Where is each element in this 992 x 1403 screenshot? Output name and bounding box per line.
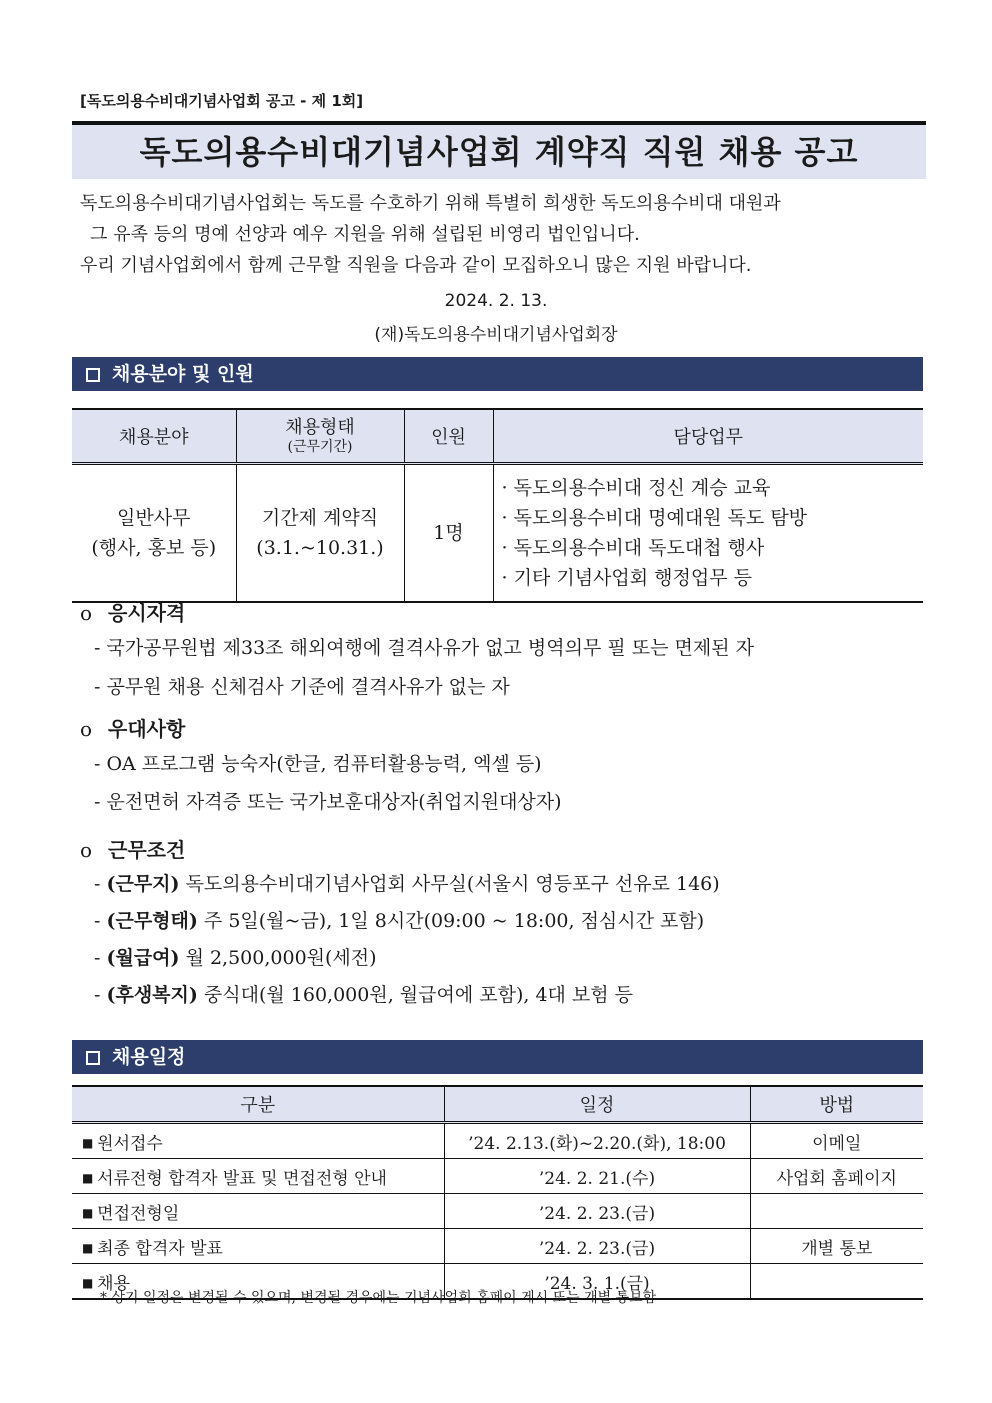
qualifications-heading: o 응시자격 bbox=[80, 601, 186, 625]
section-title: 채용일정 bbox=[112, 1046, 186, 1068]
cell-field: 일반사무 (행사, 홍보 등) bbox=[72, 464, 236, 603]
table-row bbox=[72, 464, 923, 603]
section-header-schedule bbox=[72, 1040, 923, 1074]
cell-stage: ■ 최종 합격자 발표 bbox=[72, 1229, 444, 1264]
cell-date: ’24. 2.13.(화)~2.20.(화), 18:00 bbox=[444, 1123, 750, 1159]
positions-table bbox=[72, 408, 923, 603]
cell-method: 개별 통보 bbox=[750, 1229, 923, 1264]
qualifications-block bbox=[80, 597, 930, 707]
col-header-count: 인원 bbox=[404, 409, 493, 464]
list-item: - (근무형태) 주 5일(월~금), 1일 8시간(09:00 ~ 18:00, 점심시간 포함) bbox=[80, 903, 930, 940]
cell-stage: ■ 면접전형일 bbox=[72, 1194, 444, 1229]
intro-paragraph bbox=[80, 188, 930, 281]
schedule-table bbox=[72, 1085, 923, 1300]
cell-method bbox=[750, 1264, 923, 1300]
table-row bbox=[72, 1194, 923, 1229]
duty-item: · 독도의용수비대 독도대첩 행사 bbox=[502, 533, 923, 563]
schedule-footnote: * 상기 일정은 변경될 수 있으며, 변경될 경우에는 기념사업회 홈페이 게시 또는 개별 통보함 bbox=[100, 1290, 657, 1306]
preferences-heading: o 우대사항 bbox=[80, 717, 186, 741]
col-header-field: 채용분야 bbox=[72, 409, 236, 464]
conditions-block bbox=[80, 834, 930, 1014]
table-header-row bbox=[72, 1086, 923, 1123]
cell-duties bbox=[493, 464, 923, 603]
col-header-method: 방법 bbox=[750, 1086, 923, 1123]
list-item: - (후생복지) 중식대(월 160,000원, 월급여에 포함), 4대 보험 등 bbox=[80, 977, 930, 1014]
conditions-heading: o 근무조건 bbox=[80, 838, 186, 862]
issuer-name: (재)독도의용수비대기념사업회장 bbox=[374, 325, 618, 345]
cell-stage: ■ 원서접수 bbox=[72, 1123, 444, 1159]
checkbox-square-icon bbox=[86, 368, 100, 382]
list-item: - OA 프로그램 능숙자(한글, 컴퓨터활용능력, 엑셀 등) bbox=[80, 745, 930, 783]
title-banner bbox=[72, 121, 926, 179]
list-item: - (월급여) 월 2,500,000원(세전) bbox=[80, 940, 930, 977]
table-row bbox=[72, 1159, 923, 1194]
cell-method: 사업회 홈페이지 bbox=[750, 1159, 923, 1194]
intro-line-2: 그 유족 등의 명예 선양과 예우 지원을 위해 설립된 비영리 법인입니다. bbox=[90, 224, 640, 245]
table-row bbox=[72, 1229, 923, 1264]
duty-item: · 기타 기념사업회 행정업무 등 bbox=[502, 563, 923, 593]
list-item: - 국가공무원법 제33조 해외여행에 결격사유가 없고 병역의무 필 또는 면제된 자 bbox=[80, 629, 930, 668]
cell-count: 1명 bbox=[404, 464, 493, 603]
cell-method: 이메일 bbox=[750, 1123, 923, 1159]
table-header-row bbox=[72, 409, 923, 464]
checkbox-square-icon bbox=[86, 1051, 100, 1065]
list-item: - (근무지) 독도의용수비대기념사업회 사무실(서울시 영등포구 선유로 146) bbox=[80, 866, 930, 903]
list-item: - 운전면허 자격증 또는 국가보훈대상자(취업지원대상자) bbox=[80, 783, 930, 821]
duty-item: · 독도의용수비대 정신 계승 교육 bbox=[502, 473, 923, 503]
cell-date: ’24. 2. 23.(금) bbox=[444, 1229, 750, 1264]
section-title: 채용분야 및 인원 bbox=[112, 363, 254, 385]
col-header-duty: 담당업무 bbox=[493, 409, 923, 464]
col-header-date: 일정 bbox=[444, 1086, 750, 1123]
table-row bbox=[72, 1123, 923, 1159]
cell-stage: ■ 서류전형 합격자 발표 및 면접전형 안내 bbox=[72, 1159, 444, 1194]
cell-date: ’24. 3. 1.(금) bbox=[444, 1264, 750, 1300]
preferences-block bbox=[80, 713, 930, 821]
list-item: - 공무원 채용 신체검사 기준에 결격사유가 없는 자 bbox=[80, 668, 930, 707]
col-header-stage: 구분 bbox=[72, 1086, 444, 1123]
notice-date: 2024. 2. 13. bbox=[444, 291, 548, 311]
section-header-positions bbox=[72, 357, 923, 391]
cell-date: ’24. 2. 23.(금) bbox=[444, 1194, 750, 1229]
intro-line-3: 우리 기념사업회에서 함께 근무할 직원을 다음과 같이 모집하오니 많은 지원 바랍니다. bbox=[80, 255, 752, 276]
cell-method bbox=[750, 1194, 923, 1229]
page-title: 독도의용수비대기념사업회 계약직 직원 채용 공고 bbox=[139, 133, 859, 171]
intro-line-1: 독도의용수비대기념사업회는 독도를 수호하기 위해 특별히 희생한 독도의용수비대 대원과 bbox=[80, 193, 781, 214]
duty-item: · 독도의용수비대 명예대원 독도 탐방 bbox=[502, 503, 923, 533]
notice-number: [독도의용수비대기념사업회 공고 - 제 1회] bbox=[80, 92, 364, 110]
cell-stage: ■ 채용 bbox=[72, 1264, 444, 1300]
cell-type: 기간제 계약직 (3.1.~10.31.) bbox=[236, 464, 404, 603]
col-header-type: 채용형태 (근무기간) bbox=[236, 409, 404, 464]
cell-date: ’24. 2. 21.(수) bbox=[444, 1159, 750, 1194]
